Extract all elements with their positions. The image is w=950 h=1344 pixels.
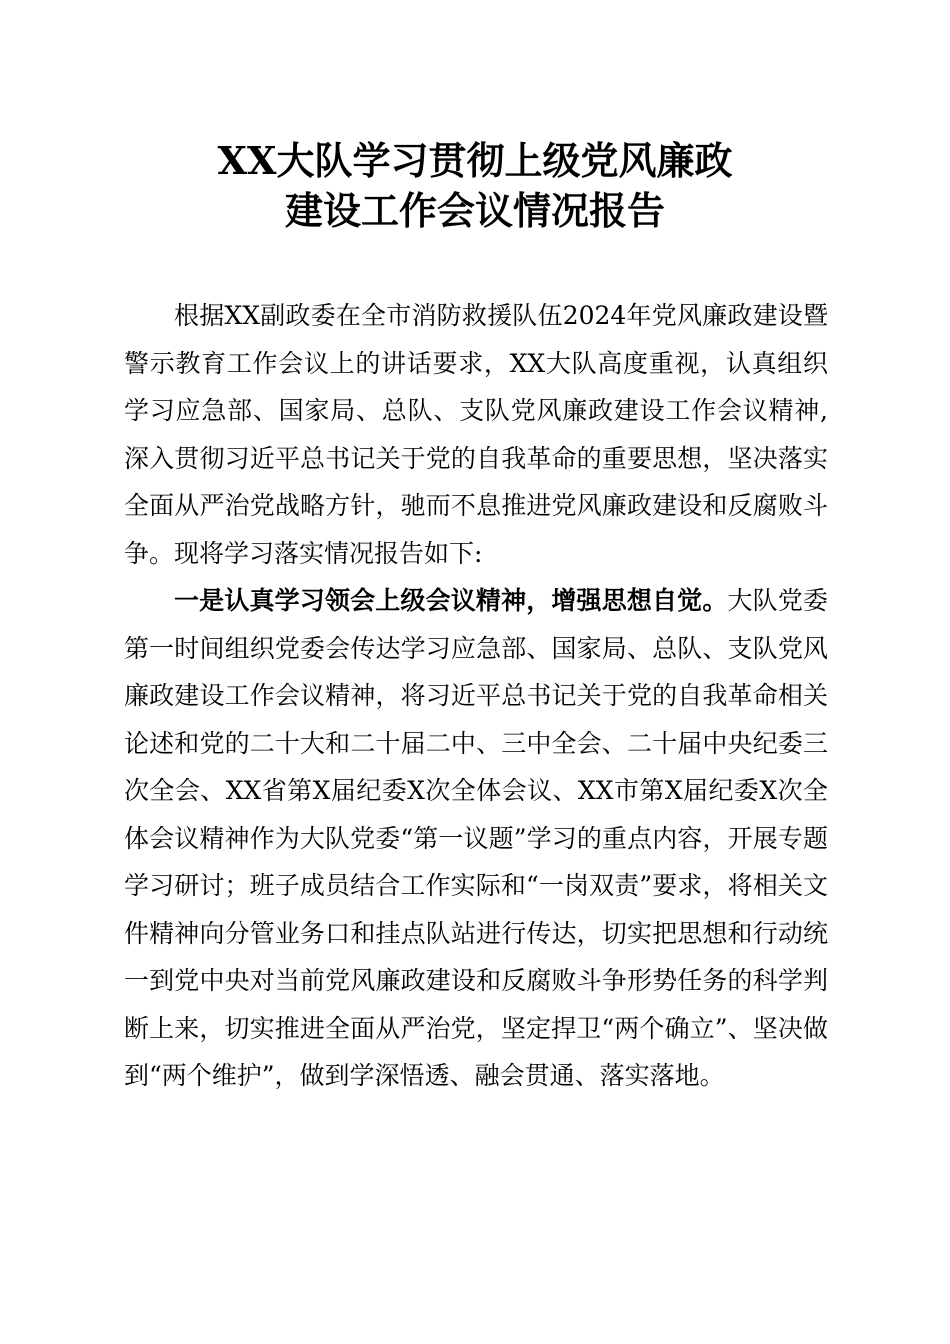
paragraph-point-one-heading: 一是认真学习领会上级会议精神，增强思想自觉。 bbox=[174, 586, 728, 615]
paragraph-point-one-text: 大队党委第一时间组织党委会传达学习应急部、国家局、总队、支队党风廉政建设工作会议精神，将习近平总书记关于党的自我革命相关论述和党的二十大和二十届二中、三中全会、二十届中央纪委三次全会、XX省第X届纪委X次全体会议、XX市第X届纪委X次全体会议精神作为大队党委“第一议题”学习的重点内容，开展专题学习研讨；班子成员结合工作实际和“一岗双责”要求，将相关文件精神向分管业务口和挂点队站进行传达，切实把思想和行动统一到党中央对当前党风廉政建设和反腐败斗争形势任务的科学判断上来，切实推进全面从严治党，坚定捍卫“两个确立”、坚决做到“两个维护”，做到学深悟透、融会贯通、落实落地。 bbox=[124, 586, 828, 1090]
document-title-line-2: 建设工作会议情况报告 bbox=[284, 188, 665, 233]
document-body bbox=[124, 292, 828, 1100]
document-title-line-1: XX大队学习贯彻上级党风廉政 bbox=[217, 138, 733, 183]
paragraph-intro bbox=[124, 292, 828, 577]
paragraph-point-one bbox=[124, 577, 828, 1100]
paragraph-intro-text: 根据XX副政委在全市消防救援队伍2024年党风廉政建设暨警示教育工作会议上的讲话要求，XX大队高度重视，认真组织学习应急部、国家局、总队、支队党风廉政建设工作会议精神,深入贯彻习近平总书记关于党的自我革命的重要思想，坚决落实全面从严治党战略方针，驰而不息推进党风廉政建设和反腐败斗争。现将学习落实情况报告如下: bbox=[124, 301, 828, 568]
